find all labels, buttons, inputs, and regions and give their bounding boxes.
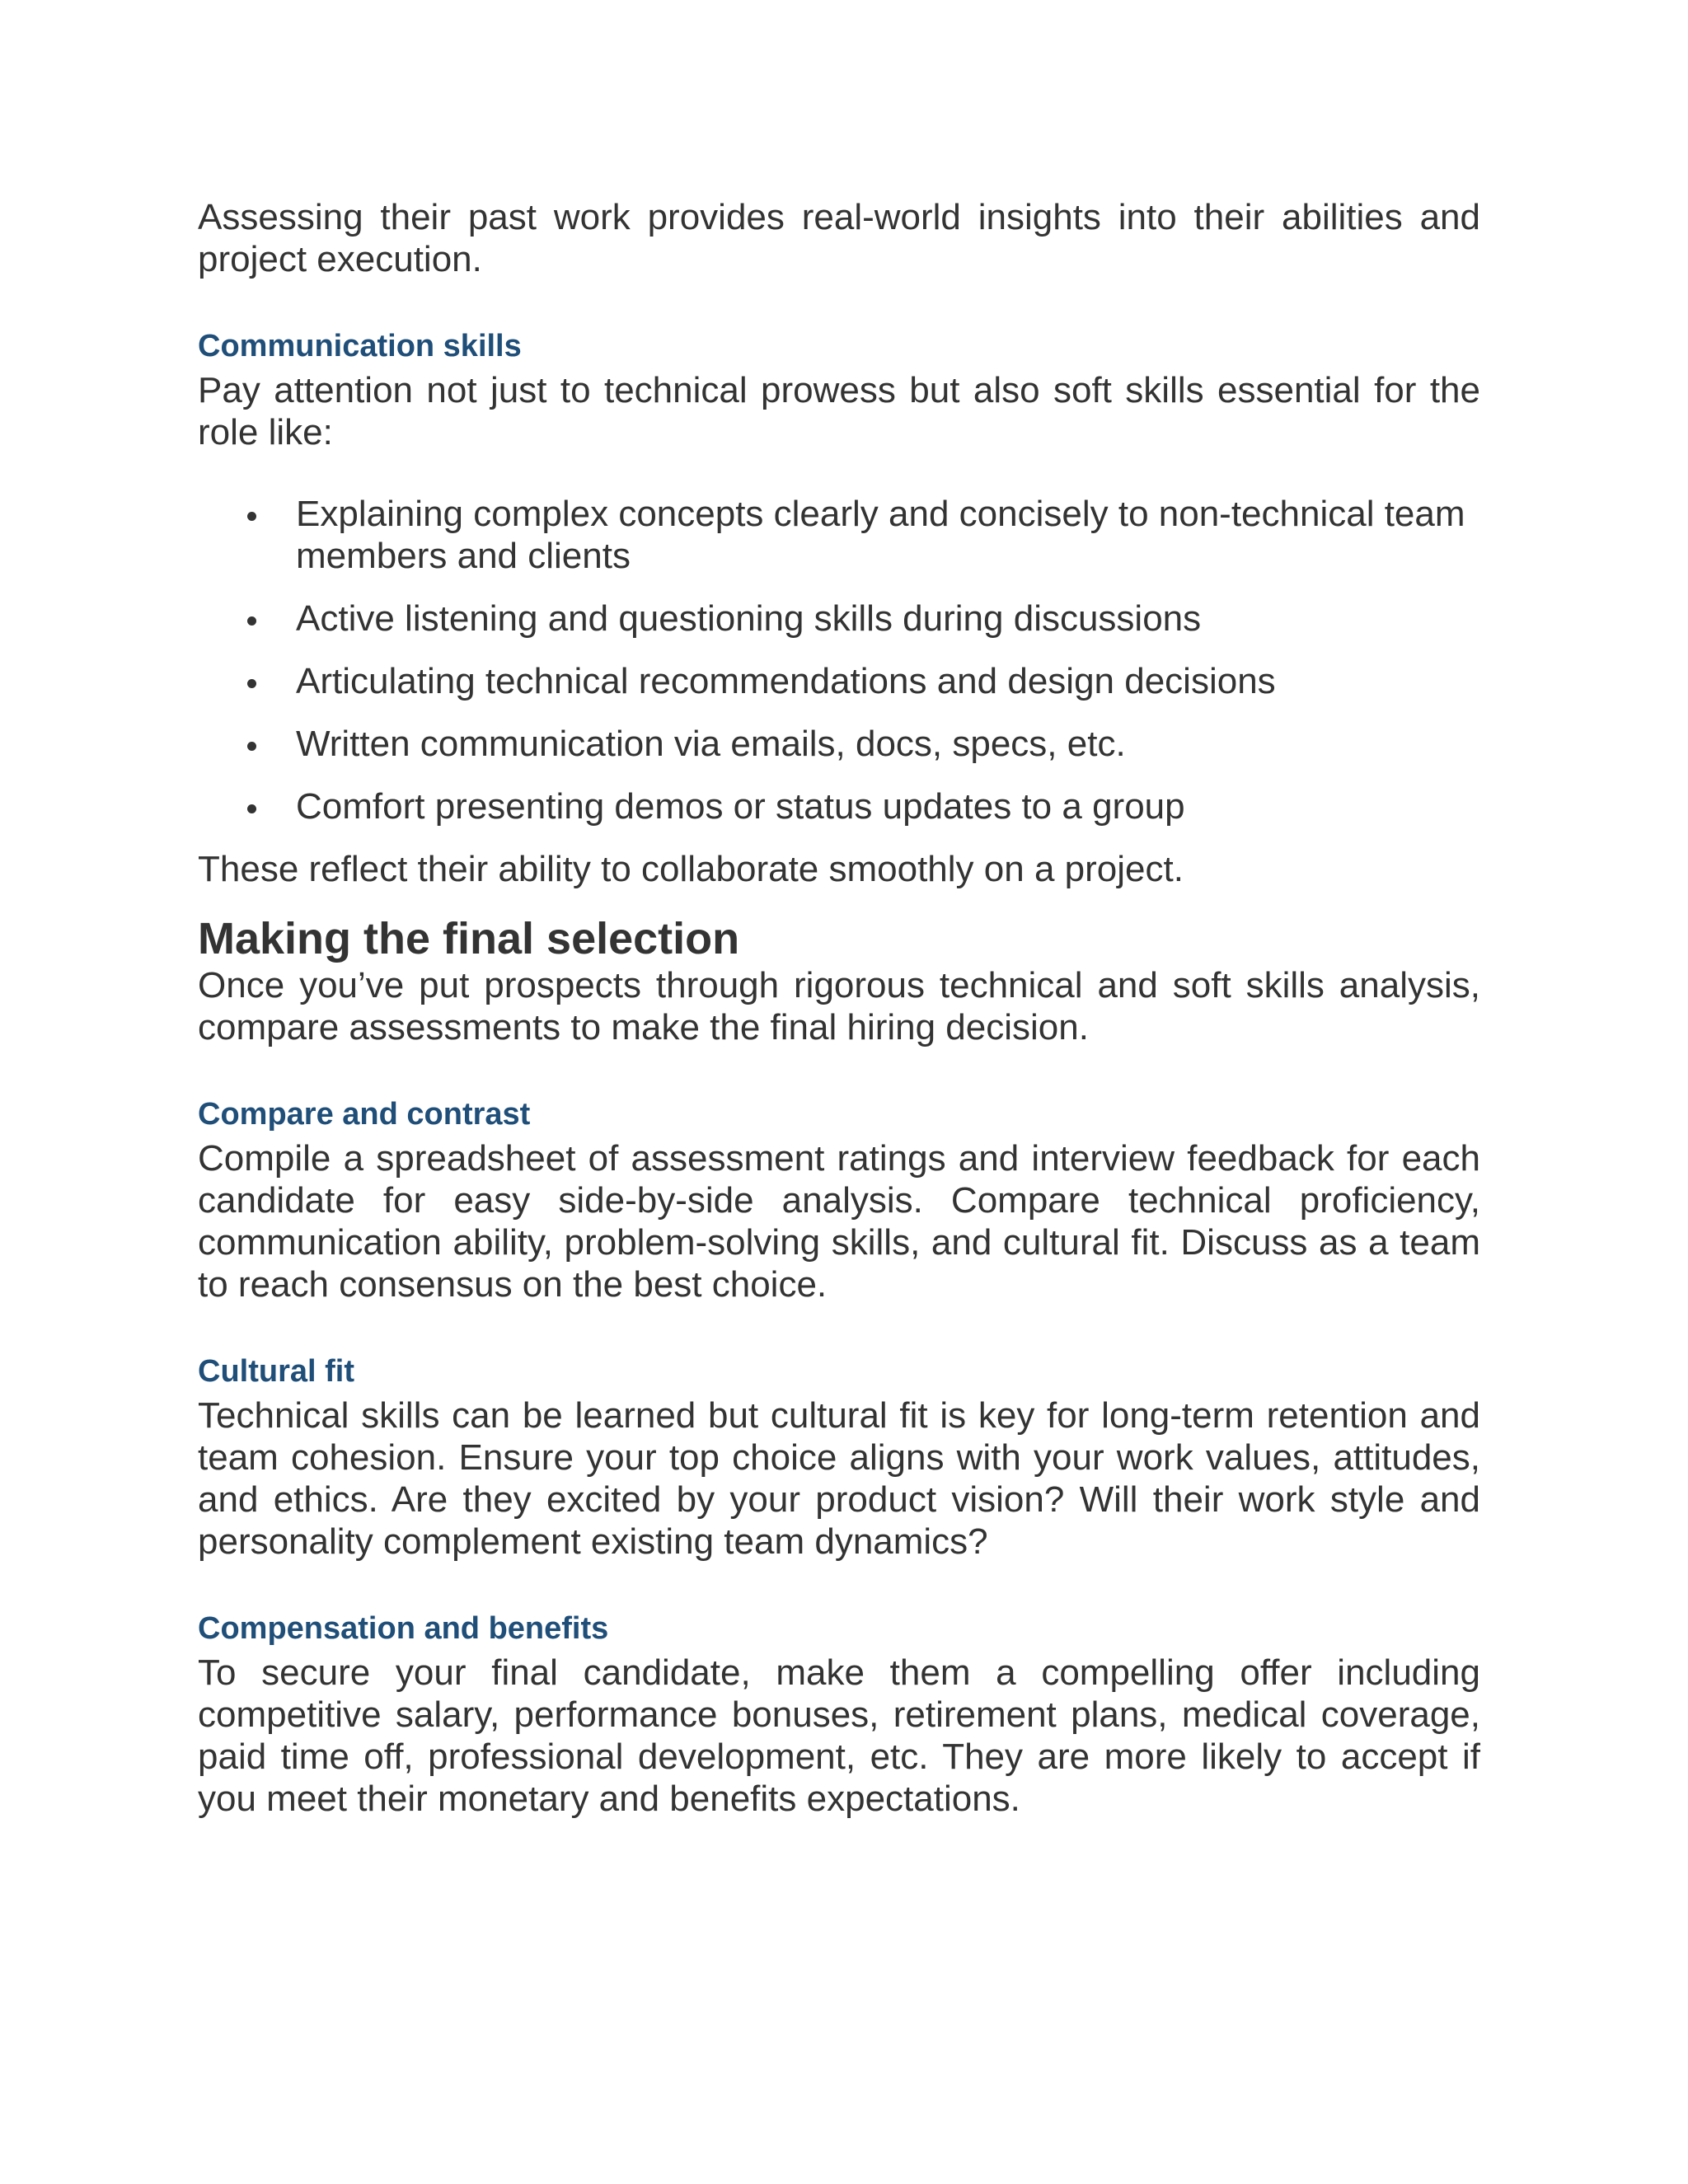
communication-bullet-list (198, 493, 1480, 827)
bullet-icon (247, 679, 256, 688)
bullet-icon (247, 804, 256, 813)
final-selection-intro-paragraph: Once you’ve put prospects through rigorous technical and soft skills analysis, compare assessments to make the final hiring decision. (198, 965, 1480, 1047)
list-item-text: Explaining complex concepts clearly and concisely to non-technical team members and clients (296, 494, 1465, 576)
compare-contrast-heading: Compare and contrast (198, 1097, 531, 1132)
list-item-text: Articulating technical recommendations and design decisions (296, 661, 1276, 701)
list-item (198, 660, 1480, 702)
list-item (198, 493, 1480, 577)
communication-lead-paragraph: Pay attention not just to technical prowess but also soft skills essential for the role like: (198, 370, 1480, 452)
bullet-icon (247, 512, 256, 521)
list-item (198, 598, 1480, 640)
bullet-icon (247, 742, 256, 751)
list-item-text: Active listening and questioning skills during discussions (296, 598, 1202, 639)
communication-skills-heading: Communication skills (198, 329, 522, 363)
list-item-text: Comfort presenting demos or status updates to a group (296, 786, 1185, 827)
compensation-benefits-heading: Compensation and benefits (198, 1611, 609, 1646)
list-item-text: Written communication via emails, docs, specs, etc. (296, 724, 1126, 764)
list-item (198, 785, 1480, 827)
compensation-benefits-paragraph: To secure your final candidate, make them a compelling offer including competitive salary, performance bonuses, retirement plans, medical coverage, paid time off, professional development, etc. They are more likely to accept if you meet their monetary and benefits expectations. (198, 1652, 1480, 1819)
compare-contrast-paragraph: Compile a spreadsheet of assessment ratings and interview feedback for each candidate for easy side-by-side analysis. Compare technical proficiency, communication ability, problem-solving skills, and cultural fit. Discuss as a team to reach consensus on the best choice. (198, 1138, 1480, 1305)
final-selection-title: Making the final selection (198, 914, 740, 963)
bullet-icon (247, 616, 256, 626)
intro-paragraph: Assessing their past work provides real-world insights into their abilities and project execution. (198, 197, 1480, 279)
cultural-fit-paragraph: Technical skills can be learned but cultural fit is key for long-term retention and team cohesion. Ensure your top choice aligns with your work values, attitudes, and ethics. Are they excited by your product vision? Will their work style and personality complement existing team dynamics? (198, 1395, 1480, 1562)
document-page (198, 196, 1480, 1820)
cultural-fit-heading: Cultural fit (198, 1354, 354, 1389)
list-item (198, 723, 1480, 765)
communication-closing-paragraph: These reflect their ability to collaborate smoothly on a project. (198, 849, 1184, 889)
